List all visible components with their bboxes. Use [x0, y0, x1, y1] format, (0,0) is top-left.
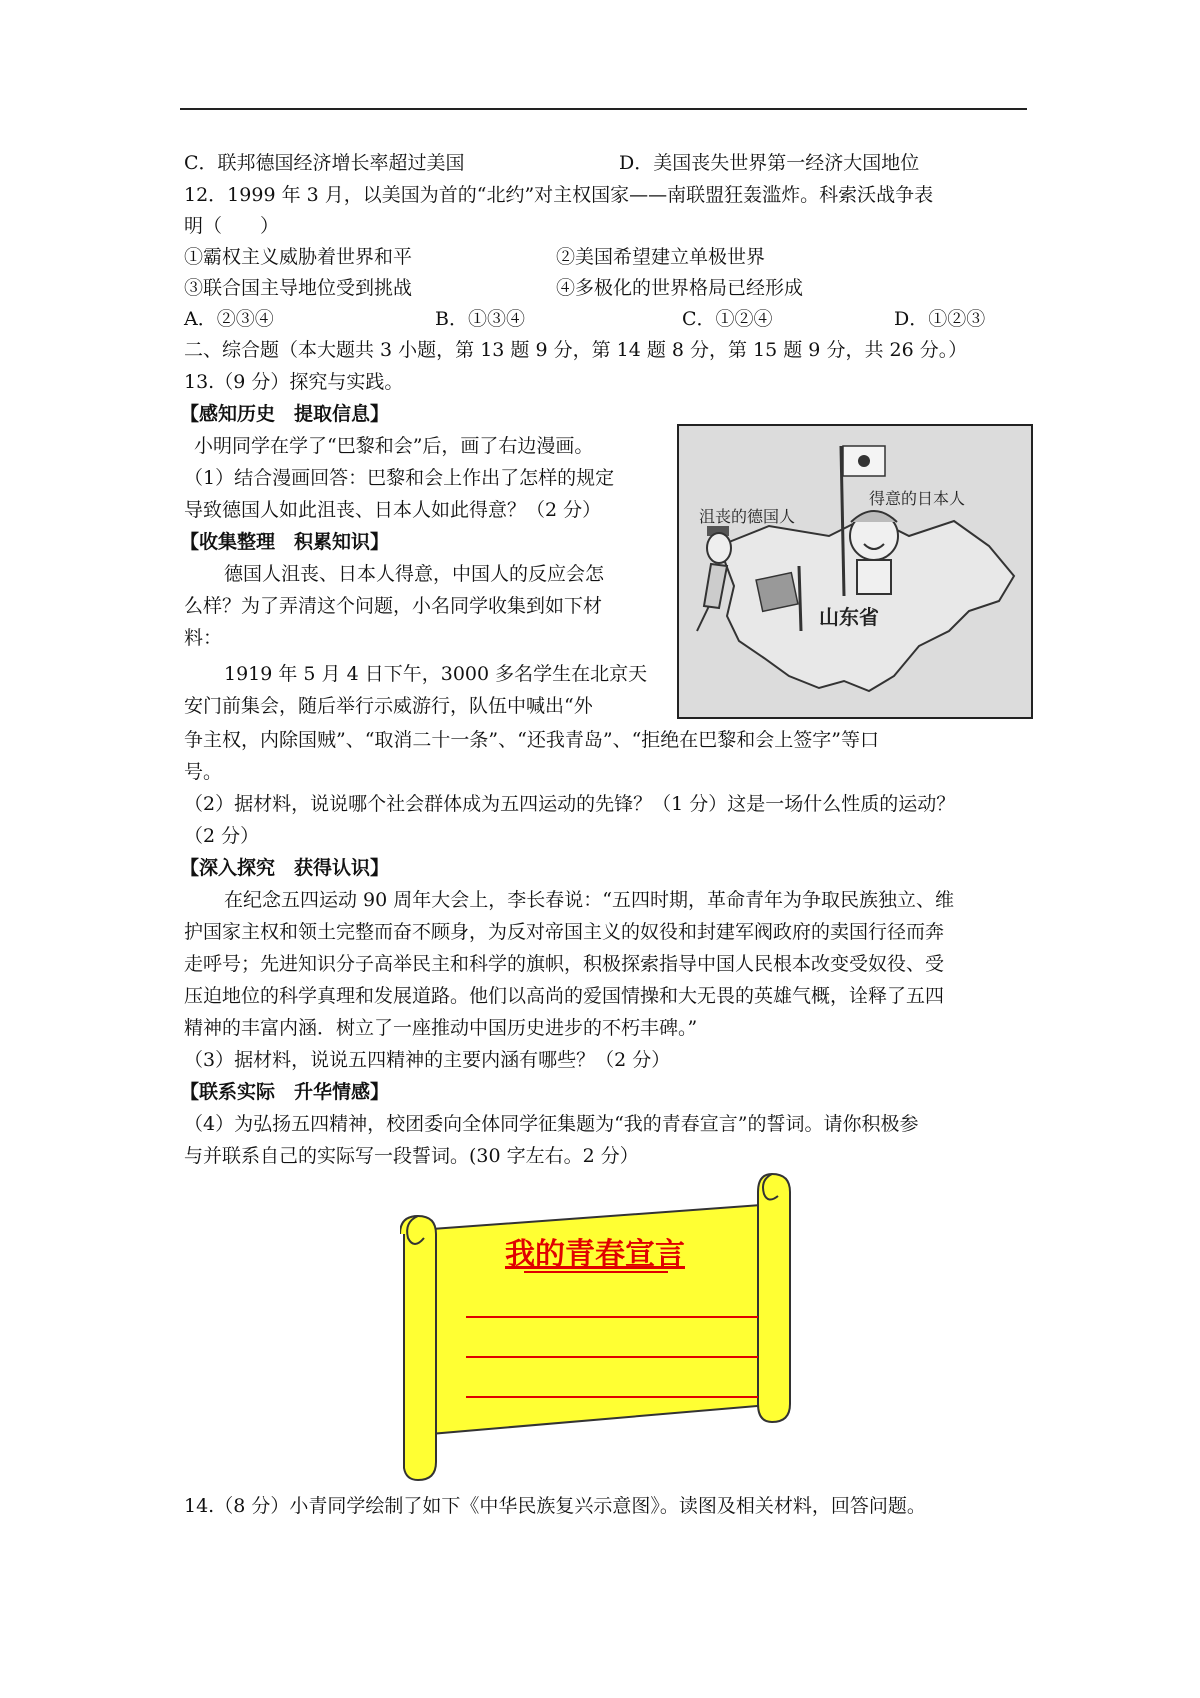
q13-material-line3: 争主权，内除国贼”、“取消二十一条”、“还我青岛”、“拒绝在巴黎和会上签字”等口 [184, 729, 879, 751]
q13-material-line2: 安门前集会，随后举行示威游行，队伍中喊出“外 [184, 695, 593, 717]
label-german: 沮丧的德国人 [699, 507, 796, 526]
q12-statement-1: ①霸权主义威胁着世界和平 [184, 246, 413, 268]
q13-quote-line5: 精神的丰富内涵．树立了一座推动中国历史进步的不朽丰碑。” [184, 1017, 698, 1039]
q12-stem-line1: 12．1999 年 3 月，以美国为首的“北约”对主权国家——南联盟狂轰滥炸。科索沃战争表 [184, 184, 934, 206]
q12-option-a: A．②③④ [184, 308, 274, 330]
q13-quote-line4: 压迫地位的科学真理和发展道路。他们以高尚的爱国情操和大无畏的英雄气概，诠释了五四 [184, 985, 945, 1007]
q12-statement-2: ②美国希望建立单极世界 [556, 246, 766, 268]
youth-declaration-scroll [400, 1172, 800, 1482]
q14-stem: 14.（8 分）小青同学绘制了如下《中华民族复兴示意图》。读图及相关材料，回答问题。 [184, 1495, 926, 1517]
scroll-left-roll [400, 1216, 436, 1480]
q13-sub4-line2: 与并联系自己的实际写一段誓词。(30 字左右。2 分） [184, 1145, 639, 1167]
q13-heading-collect: 【收集整理 积累知识】 [180, 531, 390, 553]
q13-sub2-line2: （2 分） [184, 825, 260, 847]
q12-statement-3: ③联合国主导地位受到挑战 [184, 277, 413, 299]
q13-sub1-line2: 导致德国人如此沮丧、日本人如此得意？（2 分） [184, 499, 602, 521]
q12-statement-4: ④多极化的世界格局已经形成 [556, 277, 804, 299]
scroll-drawing [400, 1172, 800, 1482]
q12-stem-line2: 明（ ） [184, 215, 280, 237]
label-shandong: 山东省 [819, 605, 879, 629]
section2-heading: 二、综合题（本大题共 3 小题，第 13 题 9 分，第 14 题 8 分，第 15 题 9 分，共 26 分。） [184, 339, 968, 361]
paris-conference-cartoon [677, 424, 1033, 719]
q13-intro: 小明同学在学了“巴黎和会”后，画了右边漫画。 [194, 435, 594, 457]
q13-heading-connect: 【联系实际 升华情感】 [180, 1081, 390, 1103]
scroll-title: 我的青春宣言 [505, 1237, 685, 1272]
cartoon-drawing [679, 426, 1031, 717]
q13-material-line4: 号。 [184, 761, 223, 783]
label-japanese: 得意的日本人 [869, 489, 966, 508]
header-rule [180, 108, 1027, 110]
q13-sub2-line1: （2）据材料，说说哪个社会群体成为五四运动的先锋？（1 分）这是一场什么性质的运动？ [184, 793, 956, 815]
q13-sub3: （3）据材料，说说五四精神的主要内涵有哪些？（2 分） [184, 1049, 671, 1071]
q13-title: 13.（9 分）探究与实践。 [184, 371, 404, 393]
q13-quote-line2: 护国家主权和领土完整而奋不顾身，为反对帝国主义的奴役和封建军阀政府的卖国行径而奔 [184, 921, 945, 943]
q13-collect-line2: 么样？为了弄清这个问题，小名同学收集到如下材 [184, 595, 603, 617]
q13-heading-perceive: 【感知历史 提取信息】 [180, 403, 390, 425]
q13-sub4-line1: （4）为弘扬五四精神，校团委向全体同学征集题为“我的青春宣言”的誓词。请你积极参 [184, 1113, 919, 1135]
q13-material-line1: 1919 年 5 月 4 日下午，3000 多名学生在北京天 [224, 663, 648, 685]
q13-heading-explore: 【深入探究 获得认识】 [180, 857, 390, 879]
q13-collect-line3: 料： [184, 627, 223, 649]
q11-option-c: C．联邦德国经济增长率超过美国 [184, 152, 465, 174]
q13-quote-line1: 在纪念五四运动 90 周年大会上，李长春说：“五四时期，革命青年为争取民族独立、维 [224, 889, 954, 911]
q12-option-b: B．①③④ [435, 308, 525, 330]
q12-option-d: D．①②③ [894, 308, 986, 330]
q13-collect-line1: 德国人沮丧、日本人得意，中国人的反应会怎 [224, 563, 605, 585]
q11-option-d: D．美国丧失世界第一经济大国地位 [619, 152, 920, 174]
q13-sub1-line1: （1）结合漫画回答：巴黎和会上作出了怎样的规定 [184, 467, 615, 489]
german-flag [756, 573, 798, 612]
q13-quote-line3: 走呼号；先进知识分子高举民主和科学的旗帜，积极探索指导中国人民根本改变受奴役、受 [184, 953, 945, 975]
q12-option-c: C．①②④ [682, 308, 773, 330]
